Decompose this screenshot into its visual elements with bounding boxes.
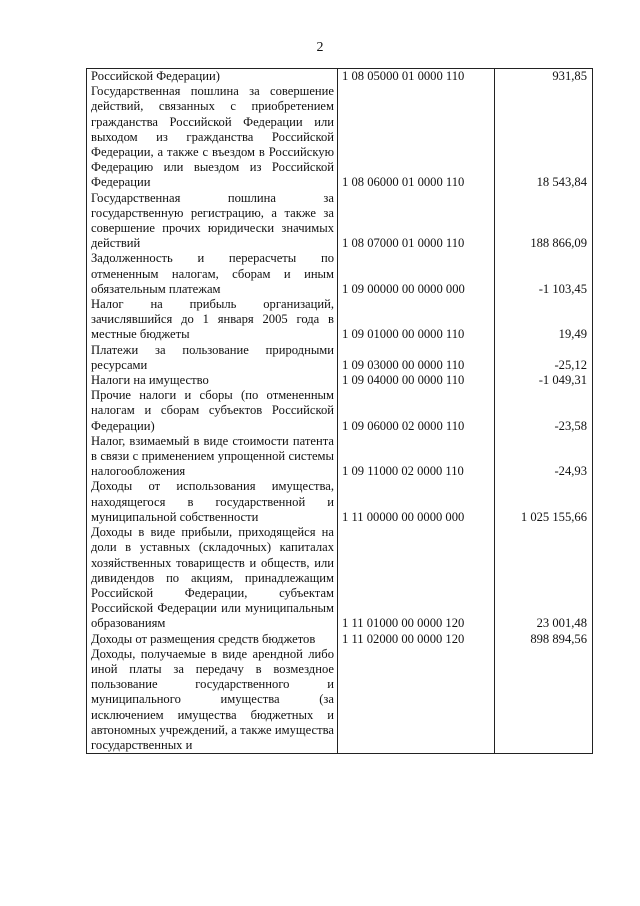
income-name: Налоги на имущество xyxy=(87,373,338,388)
table-row xyxy=(87,388,593,434)
income-name: Прочие налоги и сборы (по отмененным налогам и сборам субъектов Российской Федерации) xyxy=(87,388,338,434)
table-row xyxy=(87,479,593,525)
income-name: Платежи за пользование природными ресурсами xyxy=(87,343,338,373)
income-amount: -25,12 xyxy=(495,343,593,373)
income-amount xyxy=(495,647,593,754)
table-row xyxy=(87,251,593,297)
table-row xyxy=(87,647,593,754)
income-name: Доходы в виде прибыли, приходящейся на доли в уставных (складочных) капиталах хозяйственных товариществ и обществ, или дивидендов по акциям, принадлежащим Российской Федерации, субъектам Российской Федерации или муниципальным образованиям xyxy=(87,525,338,631)
table-row xyxy=(87,84,593,190)
income-amount: 188 866,09 xyxy=(495,191,593,252)
income-amount: 23 001,48 xyxy=(495,525,593,631)
budget-code: 1 08 07000 01 0000 110 xyxy=(338,191,495,252)
table-row xyxy=(87,191,593,252)
budget-code: 1 11 00000 00 0000 000 xyxy=(338,479,495,525)
income-name: Доходы от размещения средств бюджетов xyxy=(87,632,338,647)
income-amount: -1 049,31 xyxy=(495,373,593,388)
income-name: Доходы от использования имущества, находящегося в государственной и муниципальной собственности xyxy=(87,479,338,525)
income-amount: -23,58 xyxy=(495,388,593,434)
budget-code: 1 09 03000 00 0000 110 xyxy=(338,343,495,373)
income-amount: 898 894,56 xyxy=(495,632,593,647)
income-amount: -1 103,45 xyxy=(495,251,593,297)
table-row xyxy=(87,525,593,631)
budget-code: 1 09 04000 00 0000 110 xyxy=(338,373,495,388)
budget-code: 1 08 06000 01 0000 110 xyxy=(338,84,495,190)
budget-code: 1 09 06000 02 0000 110 xyxy=(338,388,495,434)
table-row xyxy=(87,297,593,343)
budget-income-table xyxy=(86,68,593,754)
budget-code: 1 09 00000 00 0000 000 xyxy=(338,251,495,297)
table-row xyxy=(87,373,593,388)
income-amount: 1 025 155,66 xyxy=(495,479,593,525)
income-name: Российской Федерации) xyxy=(87,69,338,85)
income-name: Налог на прибыль организаций, зачислявшийся до 1 января 2005 года в местные бюджеты xyxy=(87,297,338,343)
income-name: Доходы, получаемые в виде арендной либо иной платы за передачу в возмездное пользование государственного и муниципального имущества (за исключением имущества бюджетных и автономных учреждений, а также имущества государственных и xyxy=(87,647,338,754)
table-row xyxy=(87,434,593,480)
budget-code: 1 11 02000 00 0000 120 xyxy=(338,632,495,647)
income-name: Налог, взимаемый в виде стоимости патента в связи с применением упрощенной системы налогообложения xyxy=(87,434,338,480)
budget-code xyxy=(338,647,495,754)
income-name: Государственная пошлина за совершение действий, связанных с приобретением гражданства Российской Федерации или выходом из гражданства Российской Федерации, а также с въездом в Российскую Федерацию или выездом из Российской Федерации xyxy=(87,84,338,190)
budget-code: 1 09 01000 00 0000 110 xyxy=(338,297,495,343)
income-name: Задолженность и перерасчеты по отмененным налогам, сборам и иным обязательным платежам xyxy=(87,251,338,297)
budget-code: 1 09 11000 02 0000 110 xyxy=(338,434,495,480)
table-row xyxy=(87,69,593,85)
table-row xyxy=(87,632,593,647)
table-row xyxy=(87,343,593,373)
income-name: Государственная пошлина за государственную регистрацию, а также за совершение прочих юридически значимых действий xyxy=(87,191,338,252)
page-number: 2 xyxy=(316,40,324,55)
budget-code: 1 11 01000 00 0000 120 xyxy=(338,525,495,631)
income-amount: 18 543,84 xyxy=(495,84,593,190)
budget-code: 1 08 05000 01 0000 110 xyxy=(338,69,495,85)
income-amount: -24,93 xyxy=(495,434,593,480)
income-amount: 19,49 xyxy=(495,297,593,343)
income-amount: 931,85 xyxy=(495,69,593,85)
